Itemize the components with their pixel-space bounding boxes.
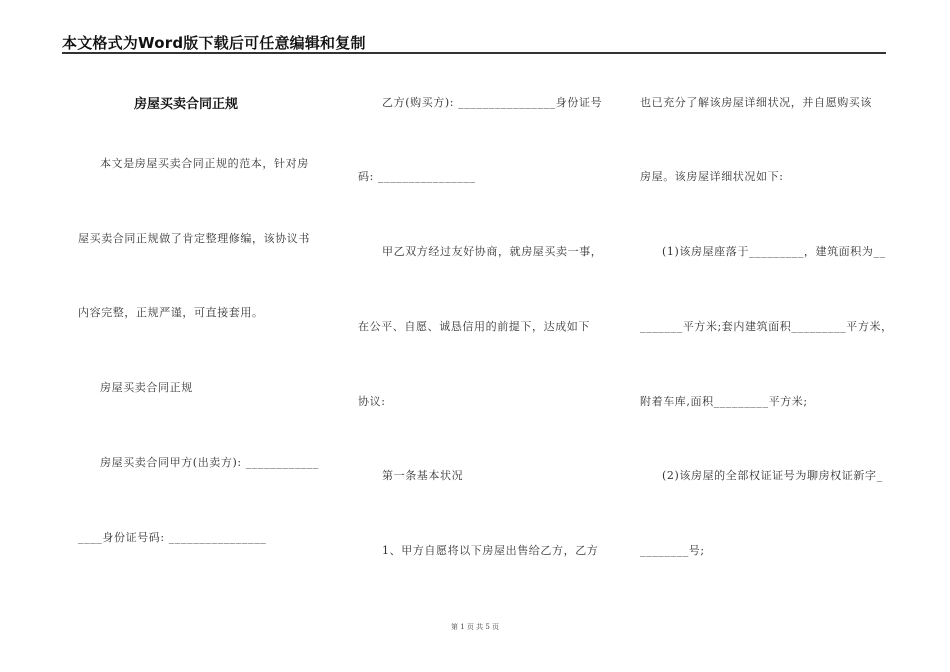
paragraph-line: (1)该房屋座落于_________，建筑面积为__ xyxy=(662,245,886,258)
paragraph-line: ____身份证号码: ________________ xyxy=(78,531,267,544)
document-title: 房屋买卖合同正规 xyxy=(134,97,239,112)
paragraph-line: 房屋。该房屋详细状况如下: xyxy=(640,170,784,183)
paragraph-line: 码: ________________ xyxy=(358,170,476,183)
paragraph-line: 屋买卖合同正规做了肯定整理修编，该协议书 xyxy=(78,232,310,245)
page-footer: 第 1 页 共 5 页 xyxy=(450,623,500,631)
document-header: 本文格式为Word版下载后可任意编辑和复制 xyxy=(62,34,366,52)
paragraph-line: 也已充分了解该房屋详细状况，并自愿购买该 xyxy=(640,96,872,109)
paragraph-line: (2)该房屋的全部权证证号为聊房权证新字_ xyxy=(662,469,883,482)
header-divider xyxy=(62,52,886,54)
paragraph-line: 甲乙双方经过友好协商，就房屋买卖一事， xyxy=(382,245,603,258)
section-heading: 第一条基本状况 xyxy=(382,469,464,482)
paragraph-line: ________号; xyxy=(640,544,705,557)
paragraph-line: _______平方米;套内建筑面积_________平方米， xyxy=(640,320,893,333)
paragraph-line: 1、甲方自愿将以下房屋出售给乙方，乙方 xyxy=(382,544,599,557)
section-heading: 房屋买卖合同正规 xyxy=(100,381,193,394)
paragraph-line: 内容完整，正规严谨，可直接套用。 xyxy=(78,306,264,319)
paragraph-line: 本文是房屋买卖合同正规的范本，针对房 xyxy=(100,157,309,170)
paragraph-line: 在公平、自愿、诚恳信用的前提下，达成如下 xyxy=(358,320,590,333)
paragraph-line: 附着车库,面积_________平方米; xyxy=(640,395,808,408)
paragraph-line: 房屋买卖合同甲方(出卖方): ____________ xyxy=(100,456,319,469)
paragraph-line: 协议: xyxy=(358,395,386,408)
paragraph-line: 乙方(购买方): ________________身份证号 xyxy=(382,96,603,109)
